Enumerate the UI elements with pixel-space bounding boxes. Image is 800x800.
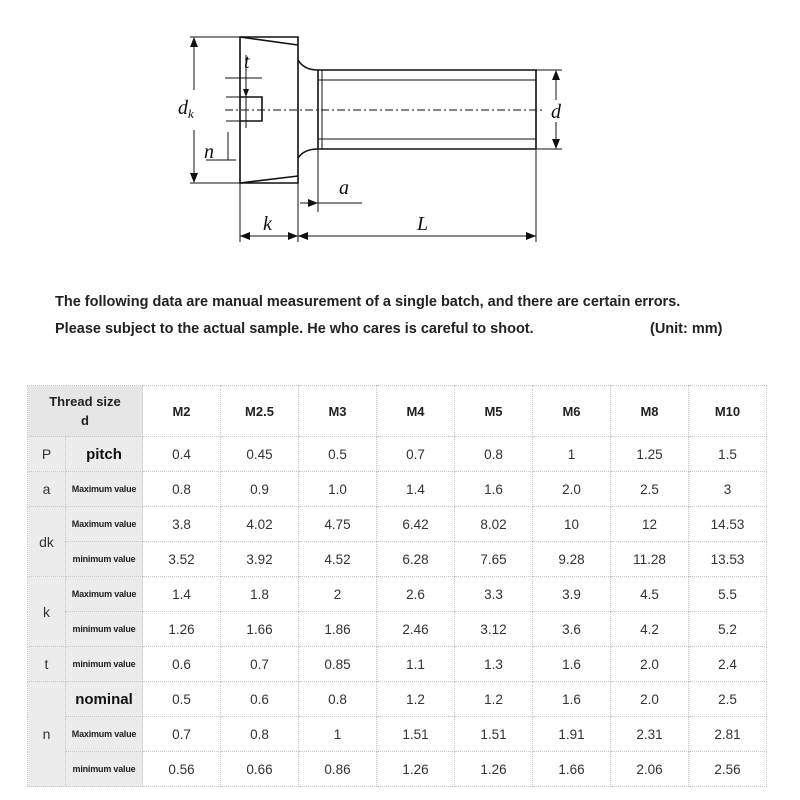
table-cell: 1.26 <box>143 612 221 647</box>
table-cell: 2.81 <box>689 717 767 752</box>
table-cell: 3.9 <box>533 577 611 612</box>
table-cell: 1.3 <box>455 647 533 682</box>
table-cell: 3.12 <box>455 612 533 647</box>
table-row <box>28 612 767 647</box>
size-header: M6 <box>533 386 611 437</box>
table-row <box>28 682 767 717</box>
screw-dimension-diagram <box>0 0 800 270</box>
table-cell: 2.46 <box>377 612 455 647</box>
table-cell: 1.91 <box>533 717 611 752</box>
table-cell: 12 <box>611 507 689 542</box>
table-cell: 0.66 <box>221 752 299 787</box>
table-cell: 1.86 <box>299 612 377 647</box>
size-header: M5 <box>455 386 533 437</box>
table-cell: 14.53 <box>689 507 767 542</box>
measurement-note: The following data are manual measurement of a single batch, and there are certain errors. <box>55 294 681 310</box>
table-cell: 1.66 <box>533 752 611 787</box>
table-cell: 1.0 <box>299 472 377 507</box>
label-k: k <box>263 213 272 235</box>
size-header: M3 <box>299 386 377 437</box>
table-cell: 0.5 <box>299 437 377 472</box>
table-cell: 0.45 <box>221 437 299 472</box>
table-cell: 1.6 <box>533 647 611 682</box>
row-label: nominal <box>66 682 143 717</box>
table-cell: 1.25 <box>611 437 689 472</box>
sample-note-text: Please subject to the actual sample. He who cares is careful to shoot. <box>55 321 534 337</box>
table-cell: 2.5 <box>611 472 689 507</box>
table-cell: 1 <box>299 717 377 752</box>
label-dk: $d_k$ <box>178 97 194 121</box>
table-cell: 0.6 <box>143 647 221 682</box>
table-cell: 1.4 <box>143 577 221 612</box>
table-cell: 3 <box>689 472 767 507</box>
table-cell: 0.85 <box>299 647 377 682</box>
table-cell: 1.26 <box>455 752 533 787</box>
table-cell: 1.2 <box>455 682 533 717</box>
table-cell: 4.52 <box>299 542 377 577</box>
table-cell: 2.31 <box>611 717 689 752</box>
table-cell: 0.7 <box>143 717 221 752</box>
row-label: Maximum value <box>66 507 143 542</box>
table-cell: 5.5 <box>689 577 767 612</box>
table-cell: 2 <box>299 577 377 612</box>
table-cell: 2.0 <box>533 472 611 507</box>
table-cell: 4.02 <box>221 507 299 542</box>
unit-note: (Unit: mm) <box>650 321 723 337</box>
row-symbol: k <box>28 577 66 647</box>
table-cell: 2.0 <box>611 647 689 682</box>
table-cell: 1.8 <box>221 577 299 612</box>
table-cell: 4.5 <box>611 577 689 612</box>
table-cell: 0.4 <box>143 437 221 472</box>
table-cell: 0.7 <box>377 437 455 472</box>
table-cell: 1.51 <box>455 717 533 752</box>
table-cell: 2.06 <box>611 752 689 787</box>
table-cell: 4.2 <box>611 612 689 647</box>
table-cell: 2.56 <box>689 752 767 787</box>
row-symbol: P <box>28 437 66 472</box>
table-cell: 3.8 <box>143 507 221 542</box>
table-cell: 0.8 <box>455 437 533 472</box>
table-row <box>28 542 767 577</box>
row-label: Maximum value <box>66 717 143 752</box>
table-cell: 9.28 <box>533 542 611 577</box>
table-cell: 0.8 <box>221 717 299 752</box>
row-label: pitch <box>66 437 143 472</box>
label-L: L <box>417 213 429 235</box>
table-cell: 0.56 <box>143 752 221 787</box>
table-row <box>28 507 767 542</box>
table-cell: 1.1 <box>377 647 455 682</box>
table-cell: 0.86 <box>299 752 377 787</box>
table-cell: 3.6 <box>533 612 611 647</box>
table-cell: 0.8 <box>299 682 377 717</box>
table-cell: 0.8 <box>143 472 221 507</box>
table-cell: 4.75 <box>299 507 377 542</box>
table-cell: 6.28 <box>377 542 455 577</box>
table-cell: 1.2 <box>377 682 455 717</box>
row-label: minimum value <box>66 647 143 682</box>
size-header: M4 <box>377 386 455 437</box>
screw-slot <box>240 97 262 121</box>
table-cell: 1 <box>533 437 611 472</box>
table-cell: 2.6 <box>377 577 455 612</box>
table-cell: 1.6 <box>533 682 611 717</box>
label-a: a <box>339 177 349 199</box>
table-cell: 0.6 <box>221 682 299 717</box>
table-row <box>28 647 767 682</box>
table-cell: 0.9 <box>221 472 299 507</box>
table-row <box>28 752 767 787</box>
table-cell: 2.5 <box>689 682 767 717</box>
row-symbol: dk <box>28 507 66 577</box>
label-d: d <box>551 101 561 123</box>
table-cell: 1.4 <box>377 472 455 507</box>
table-cell: 10 <box>533 507 611 542</box>
thread-size-header <box>28 386 143 437</box>
table-row <box>28 437 767 472</box>
table-row <box>28 472 767 507</box>
table-cell: 6.42 <box>377 507 455 542</box>
row-label: minimum value <box>66 612 143 647</box>
size-header: M2.5 <box>221 386 299 437</box>
row-label: minimum value <box>66 752 143 787</box>
thread-size-symbol: d <box>81 413 89 428</box>
table-cell: 3.92 <box>221 542 299 577</box>
table-cell: 8.02 <box>455 507 533 542</box>
table-cell: 0.7 <box>221 647 299 682</box>
table-cell: 1.51 <box>377 717 455 752</box>
table-cell: 1.66 <box>221 612 299 647</box>
table-cell: 11.28 <box>611 542 689 577</box>
row-label: Maximum value <box>66 577 143 612</box>
label-n: n <box>204 141 214 163</box>
thread-size-label: Thread size <box>49 394 121 409</box>
size-header: M10 <box>689 386 767 437</box>
size-header: M2 <box>143 386 221 437</box>
table-cell: 3.52 <box>143 542 221 577</box>
table-cell: 3.3 <box>455 577 533 612</box>
table-cell: 13.53 <box>689 542 767 577</box>
table-cell: 2.0 <box>611 682 689 717</box>
table-cell: 1.5 <box>689 437 767 472</box>
row-symbol: t <box>28 647 66 682</box>
row-label: Maximum value <box>66 472 143 507</box>
label-t: t <box>244 51 250 73</box>
table-cell: 7.65 <box>455 542 533 577</box>
table-cell: 5.2 <box>689 612 767 647</box>
table-row <box>28 577 767 612</box>
spec-table <box>27 385 767 787</box>
table-cell: 2.4 <box>689 647 767 682</box>
table-cell: 1.26 <box>377 752 455 787</box>
row-symbol: n <box>28 682 66 787</box>
row-label: minimum value <box>66 542 143 577</box>
size-header: M8 <box>611 386 689 437</box>
sample-note <box>55 321 723 337</box>
row-symbol: a <box>28 472 66 507</box>
table-cell: 1.6 <box>455 472 533 507</box>
table-cell: 0.5 <box>143 682 221 717</box>
table-row <box>28 717 767 752</box>
header-row <box>28 386 767 437</box>
